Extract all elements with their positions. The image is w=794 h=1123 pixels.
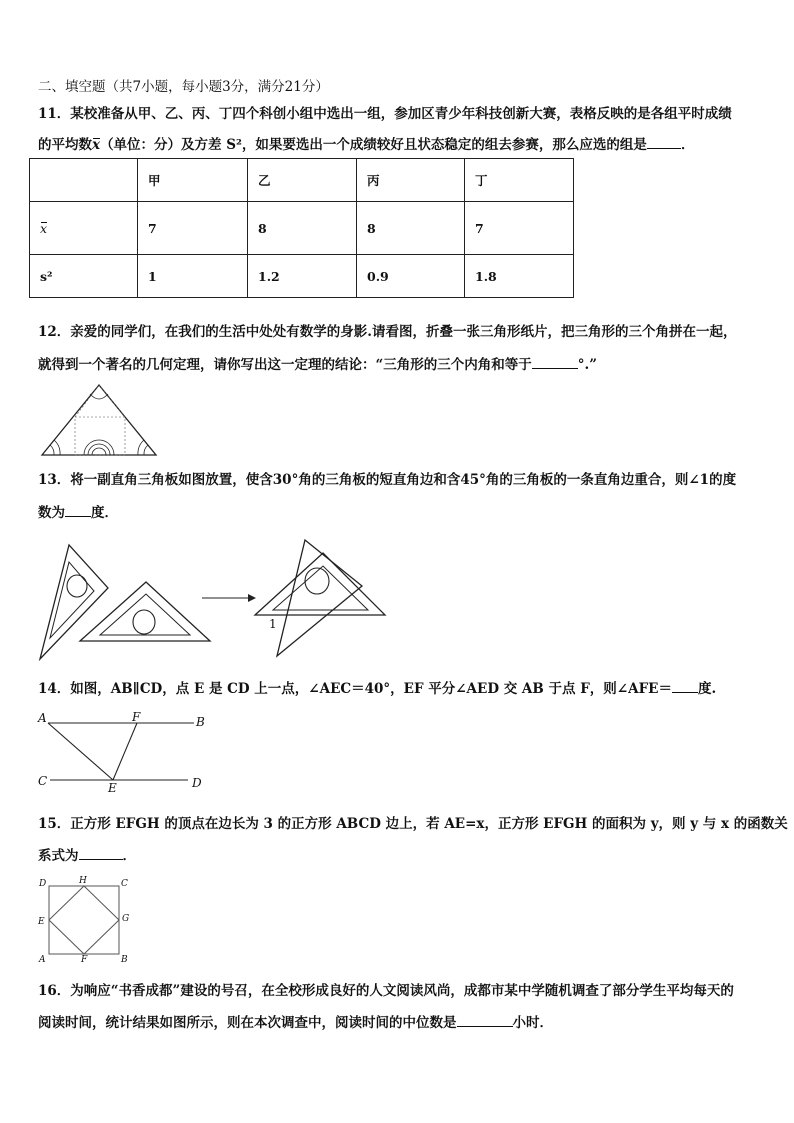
q13-answer-blank[interactable]	[65, 502, 91, 517]
point-label-D: D	[39, 879, 47, 889]
q12-line2-a: 就得到一个著名的几何定理，请你写出这一定理的结论：“三角形的三个内角和等于	[38, 357, 532, 373]
table-header-cell: 乙	[248, 159, 357, 202]
q16-line2	[38, 1012, 553, 1033]
point-label-B: B	[121, 955, 128, 965]
q13-line2-b: 度．	[91, 505, 118, 521]
table-cell: 0.9	[357, 255, 465, 298]
point-label-D: D	[192, 776, 202, 790]
q14-answer-blank[interactable]	[672, 678, 698, 693]
table-cell: 7	[138, 202, 248, 255]
q11-line2-b: （单位：分）及方差 S²，如果要选出一个成绩较好且状态稳定的组去参赛，那么应选的组是	[100, 137, 647, 153]
table-row-label: s²	[30, 255, 138, 298]
table-header-cell	[30, 159, 138, 202]
table-cell: 8	[357, 202, 465, 255]
table-cell: 7	[465, 202, 574, 255]
q16-line2-a: 阅读时间，统计结果如图所示，则在本次调查中，阅读时间的中位数是	[38, 1015, 457, 1031]
q16-line1: 16．为响应“书香成都”建设的号召，在全校形成良好的人文阅读风尚，成都市某中学随机调查了部分学生平均每天的	[38, 983, 734, 999]
q14-line1	[38, 678, 716, 699]
table-row	[30, 202, 574, 255]
table-header-cell: 丁	[465, 159, 574, 202]
table-row	[30, 255, 574, 298]
q11-line2-a: 的平均数	[38, 137, 92, 153]
table-header-cell: 甲	[138, 159, 248, 202]
q16-line2-b: 小时．	[512, 1015, 553, 1031]
q15-answer-blank[interactable]	[79, 845, 123, 860]
angle-1-label: 1	[269, 617, 277, 631]
q16-answer-blank[interactable]	[457, 1012, 513, 1027]
q13-line2	[38, 502, 118, 523]
q15-line2-b: ．	[122, 848, 136, 864]
point-label-A: A	[38, 711, 47, 725]
q11-answer-blank[interactable]	[647, 134, 681, 149]
q14-line1-a: 14．如图，AB∥CD，点 E 是 CD 上一点，∠AEC＝40°，EF 平分∠AED 交 AB 于点 F，则∠AFE＝	[38, 681, 672, 697]
point-label-C: C	[38, 774, 48, 788]
q11-table	[29, 158, 574, 298]
arrow-icon	[202, 594, 256, 602]
table-header-row	[30, 159, 574, 202]
point-label-F: F	[132, 710, 141, 724]
q15-line2-a: 系式为	[38, 848, 79, 864]
table-cell: 1	[138, 255, 248, 298]
q12-line2	[38, 354, 597, 375]
q14-parallel-lines-figure	[36, 708, 216, 793]
point-label-E: E	[108, 781, 117, 795]
q12-line1: 12．亲爱的同学们，在我们的生活中处处有数学的身影.请看图，折叠一张三角形纸片，把三角形的三个角拼在一起，	[38, 324, 737, 340]
q13-line1: 13．将一副直角三角板如图放置，使含30°角的三角板的短直角边和含45°角的三角板的一条直角边重合，则∠1的度	[38, 472, 737, 488]
combined-set-squares	[255, 540, 385, 656]
point-label-E: E	[38, 917, 45, 927]
section-title: 二、填空题（共7小题，每小题3分，满分21分）	[38, 79, 329, 95]
q11-line1: 11．某校准备从甲、乙、丙、丁四个科创小组中选出一组，参加区青少年科技创新大赛，表格反映的是各组平时成绩	[38, 106, 732, 122]
q13-set-squares-figure	[36, 540, 396, 665]
point-label-B: B	[196, 715, 205, 729]
point-label-H: H	[79, 876, 87, 886]
point-label-C: C	[121, 879, 128, 889]
q12-folded-triangle-figure	[40, 382, 160, 457]
set-square-45-left	[80, 582, 210, 641]
table-cell: 8	[248, 202, 357, 255]
q12-answer-blank[interactable]	[532, 354, 578, 369]
q15-line1: 15．正方形 EFGH 的顶点在边长为 3 的正方形 ABCD 边上，若 AE=x，正方形 EFGH 的面积为 y，则 y 与 x 的函数关	[38, 816, 788, 832]
q11-line2-end: ．	[680, 137, 695, 153]
table-row-label: x	[30, 202, 138, 255]
table-cell: 1.2	[248, 255, 357, 298]
q15-line2	[38, 845, 136, 866]
q11-line2	[38, 134, 694, 155]
point-label-A: A	[39, 955, 46, 965]
set-square-30-left	[40, 545, 108, 659]
q14-line1-b: 度.	[697, 681, 717, 697]
mean-symbol: x	[92, 137, 101, 153]
table-cell: 1.8	[465, 255, 574, 298]
table-header-cell: 丙	[357, 159, 465, 202]
point-label-F: F	[81, 955, 88, 965]
q15-squares-figure	[36, 874, 136, 964]
q12-line2-b: °.”	[577, 357, 597, 373]
q13-line2-a: 数为	[38, 505, 65, 521]
point-label-G: G	[122, 914, 130, 924]
